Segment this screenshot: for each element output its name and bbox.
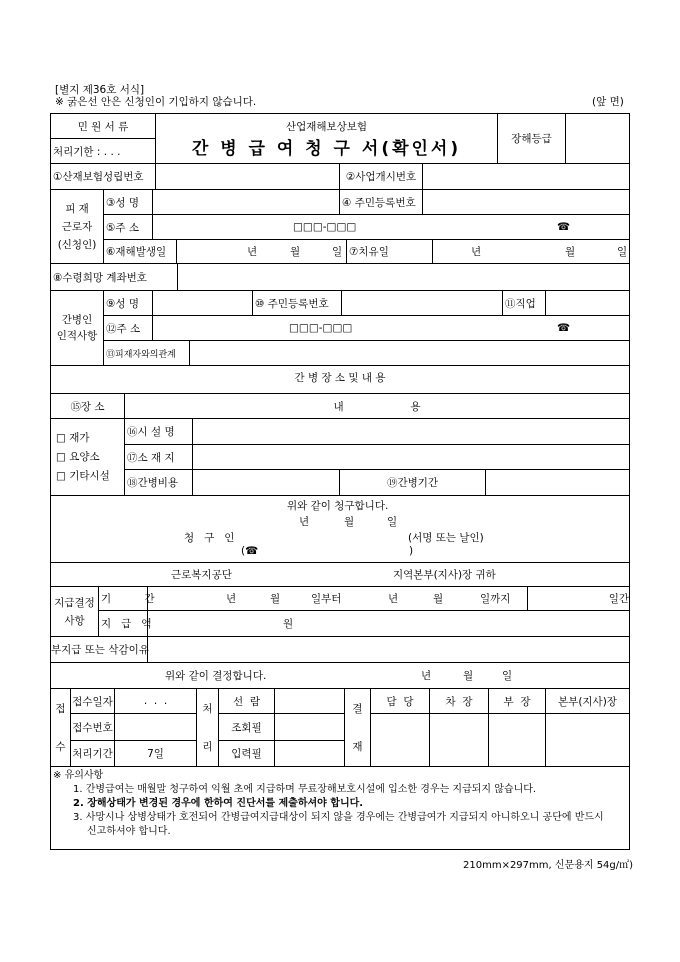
business-no-field[interactable] <box>423 164 629 190</box>
recv-no-field[interactable] <box>115 714 197 741</box>
grade-label: 장해등급 <box>498 114 566 164</box>
page-title: 간 병 급 여 청 구 서(확인서) <box>191 138 462 159</box>
label-occupation: ⑪직업 <box>503 291 546 316</box>
carer-resident-no-field[interactable] <box>342 291 503 316</box>
approver-manager: 부 장 <box>489 689 546 714</box>
label-recv-date: 접수일자 <box>71 689 115 714</box>
label-proc-period: 처리기간 <box>71 741 115 767</box>
carer-name-field[interactable] <box>153 291 253 316</box>
notes-title: ※ 유의사항 <box>53 770 104 781</box>
label-name: ③성 명 <box>104 190 153 215</box>
month-label: 월 <box>565 246 576 258</box>
label-recv-no: 접수번호 <box>71 714 115 741</box>
label-carer-resident-no: ⑩ 주민등록번호 <box>253 291 342 316</box>
approval-label <box>345 689 371 767</box>
form-number: [별지 제36호 서식] <box>55 84 145 96</box>
sign-staff[interactable] <box>371 714 430 767</box>
carer-label <box>51 291 104 366</box>
declaration-year: 년 <box>299 516 310 528</box>
label-resident-no: ④ 주민등록번호 <box>340 190 423 215</box>
label-reason: 부지급 또는 삭감이유 <box>51 637 148 663</box>
deadline: 처리기한 : . . . <box>51 139 156 164</box>
label-carer-name: ⑨성 명 <box>104 291 153 316</box>
carer-label-2: 인적사항 <box>56 330 98 342</box>
accident-date-field[interactable] <box>177 240 347 264</box>
jeop: 접 <box>55 702 66 715</box>
carer-address-field[interactable] <box>153 316 629 341</box>
ri: 리 <box>202 741 213 754</box>
option-sanatorium[interactable]: □ 요양소 <box>56 450 100 463</box>
grade-field[interactable] <box>566 114 629 164</box>
from-year: 년 <box>226 593 237 605</box>
place-options <box>51 419 125 496</box>
decision-label-2: 사항 <box>64 614 85 627</box>
addressee <box>51 563 629 587</box>
care-cost-field[interactable] <box>193 470 340 496</box>
approver-head: 본부(지사)장 <box>546 689 629 714</box>
seonram-field[interactable] <box>275 689 345 714</box>
declaration-text: 위와 같이 청구합니다. <box>287 500 389 512</box>
subtitle: 산업재해보상보험 <box>285 120 368 133</box>
decision-statement <box>51 663 629 689</box>
to-day: 일까지 <box>480 593 511 605</box>
label-business-no: ②사업개시번호 <box>340 164 423 190</box>
label-johoe: 조회필 <box>219 714 275 741</box>
claimant-phone: (☎ <box>241 545 259 557</box>
option-other-facility[interactable]: □ 기타시설 <box>56 469 110 482</box>
decided-month: 월 <box>463 670 474 682</box>
declaration-month: 월 <box>344 516 355 528</box>
note-2: 2. 장해상태가 변경된 경우에 한하여 진단서를 제출하셔야 합니다. <box>73 798 364 809</box>
label-relation: ⑬피재자와의관계 <box>104 341 190 366</box>
relation-field[interactable] <box>190 341 629 366</box>
decided-day: 일 <box>502 670 513 682</box>
label-accident-date: ⑥재해발생일 <box>104 240 177 264</box>
decided-text: 위와 같이 결정합니다. <box>165 670 267 682</box>
year-label: 년 <box>247 246 258 258</box>
sign-head[interactable] <box>546 714 629 767</box>
page-side: (앞 면) <box>592 96 624 108</box>
month-label: 월 <box>290 246 301 258</box>
from-day: 일부터 <box>311 593 342 605</box>
postal-code: □□□-□□□ <box>289 322 353 334</box>
to-year: 년 <box>388 593 399 605</box>
insurance-no-field[interactable] <box>156 164 340 190</box>
amount-field[interactable] <box>148 611 629 637</box>
gyeol: 결 <box>352 702 363 715</box>
approver-deputy: 차 장 <box>430 689 489 714</box>
label-place: ⑮장 소 <box>51 394 125 419</box>
label-period: 기 간 <box>99 587 148 611</box>
victim-resident-no-field[interactable] <box>423 190 629 215</box>
approver-staff: 담 당 <box>371 689 430 714</box>
label-facility-name: ⑯시 설 명 <box>125 419 193 445</box>
label-account: ⑧수령희망 계좌번호 <box>51 264 178 291</box>
year-label: 년 <box>471 246 482 258</box>
label-location: ⑰소 재 지 <box>125 445 193 470</box>
carer-label-1: 간병인 <box>61 314 93 326</box>
cure-date-field[interactable] <box>433 240 629 264</box>
reception-label <box>51 689 71 767</box>
won-label: 원 <box>283 618 294 630</box>
care-period-field[interactable] <box>486 470 629 496</box>
label-insurance-no: ①산재보험성립번호 <box>51 164 156 190</box>
phone-icon: ☎ <box>557 322 571 334</box>
ipryeok-field[interactable] <box>275 741 345 767</box>
sign-deputy[interactable] <box>430 714 489 767</box>
su: 수 <box>55 741 66 754</box>
jae: 재 <box>352 741 363 754</box>
title-block <box>156 114 498 164</box>
notes <box>51 767 632 841</box>
paren-close: ) <box>409 545 414 557</box>
proc-period-value: 7일 <box>115 741 197 767</box>
day-label: 일 <box>332 246 343 258</box>
label-carer-address: ⑫주 소 <box>104 316 153 341</box>
processing-label <box>197 689 219 767</box>
claimant-label: 청 구 인 <box>184 532 235 544</box>
declaration-block <box>51 496 629 563</box>
days-field[interactable]: 일간 <box>528 587 629 611</box>
label-address: ⑤주 소 <box>104 215 153 240</box>
instruction: ※ 굵은선 안은 신청인이 기입하지 않습니다. <box>55 96 257 108</box>
label-care-cost: ⑱간병비용 <box>125 470 193 496</box>
decision-label-1: 지급결정 <box>54 596 95 609</box>
cheo: 처 <box>202 702 213 715</box>
victim-label-1: 피 재 <box>65 202 89 215</box>
label-amount: 지 급 액 <box>99 611 148 637</box>
note-3-cont: 신고하셔야 합니다. <box>87 826 171 837</box>
victim-name-field[interactable] <box>153 190 340 215</box>
facility-name-field[interactable] <box>193 419 629 445</box>
victim-label-2: 근로자 <box>61 220 93 233</box>
johoe-field[interactable] <box>275 714 345 741</box>
victim-label <box>51 190 104 264</box>
sign-manager[interactable] <box>489 714 546 767</box>
sign-label: (서명 또는 날인) <box>408 532 484 544</box>
addressee-to: 지역본부(지사)장 귀하 <box>393 569 496 581</box>
label-care-period: ⑲간병기간 <box>340 470 486 496</box>
claim-form <box>50 113 630 850</box>
doc-type: 민 원 서 류 <box>51 114 156 139</box>
decided-year: 년 <box>421 670 432 682</box>
to-month: 월 <box>433 593 444 605</box>
label-content: 내 용 <box>125 394 629 419</box>
option-home[interactable]: □ 재가 <box>56 431 90 444</box>
postal-code: □□□-□□□ <box>293 221 357 233</box>
declaration-day: 일 <box>387 516 398 528</box>
label-cure-date: ⑦치유일 <box>347 240 433 264</box>
victim-label-3: (신청인) <box>57 238 97 251</box>
day-label: 일 <box>617 246 628 258</box>
phone-icon: ☎ <box>557 221 571 233</box>
account-field[interactable] <box>178 264 629 291</box>
section-place-content: 간 병 장 소 및 내 용 <box>51 366 629 394</box>
victim-address-field[interactable] <box>153 215 629 240</box>
occupation-field[interactable] <box>546 291 629 316</box>
reason-field[interactable] <box>148 637 629 663</box>
recv-date-field[interactable]: . . . <box>115 689 197 714</box>
label-ipryeok: 입력필 <box>219 741 275 767</box>
decision-label <box>51 587 99 637</box>
note-1: 1. 간병급여는 매월말 청구하여 익월 초에 지급하며 무료장해보호시설에 입소한 경우는 지급되지 않습니다. <box>73 784 537 795</box>
paper-spec: 210mm×297mm, 신문용지 54g/㎡) <box>463 860 634 871</box>
location-field[interactable] <box>193 445 629 470</box>
from-month: 월 <box>270 593 281 605</box>
addressee-org: 근로복지공단 <box>171 569 232 581</box>
label-seonram: 선 람 <box>219 689 275 714</box>
period-field[interactable] <box>148 587 528 611</box>
note-3: 3. 사망시나 상병상태가 호전되어 간병급여지급대상이 되지 않을 경우에는 간병급여가 지급되지 아니하오니 공단에 반드시 <box>73 812 604 823</box>
